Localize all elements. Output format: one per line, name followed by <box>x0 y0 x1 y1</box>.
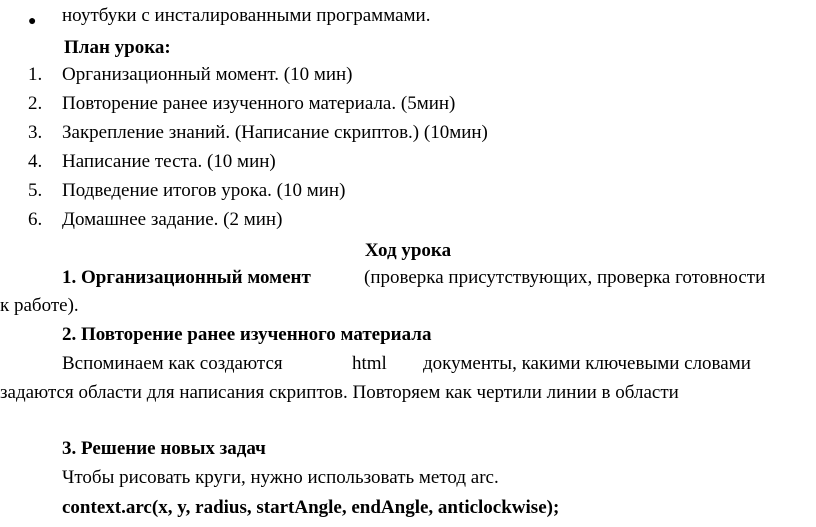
plan-item-number: 3. <box>28 122 43 143</box>
section2-text-html: html <box>352 353 387 374</box>
section3-text: Чтобы рисовать круги, нужно использовать метод arc. <box>62 467 499 488</box>
plan-item-number: 4. <box>28 151 43 172</box>
plan-list-item <box>0 63 816 87</box>
section2-heading: 2. Повторение ранее изученного материала <box>62 324 432 345</box>
plan-item-text: Организационный момент. (10 мин) <box>62 64 353 85</box>
section1-heading: 1. Организационный момент <box>62 267 311 288</box>
plan-item-text: Повторение ранее изученного материала. (5мин) <box>62 93 456 114</box>
plan-list-item <box>0 208 816 232</box>
plan-item-text: Подведение итогов урока. (10 мин) <box>62 180 346 201</box>
section3-code: context.arc(x, y, radius, startAngle, endAngle, anticlockwise); <box>62 497 560 518</box>
plan-item-number: 2. <box>28 93 43 114</box>
plan-item-text: Написание теста. (10 мин) <box>62 151 276 172</box>
plan-list-item <box>0 92 816 116</box>
bullet-item <box>0 4 816 28</box>
section2-text-continued: задаются области для написания скриптов. Повторяем как чертили линии в области <box>0 382 679 403</box>
plan-item-number: 1. <box>28 64 43 85</box>
bullet-icon: ● <box>28 14 37 29</box>
section3-heading: 3. Решение новых задач <box>62 438 266 459</box>
plan-heading: План урока: <box>64 37 171 58</box>
plan-item-number: 5. <box>28 180 43 201</box>
section1-text-continued: к работе). <box>0 295 79 316</box>
plan-item-text: Домашнее задание. (2 мин) <box>62 209 283 230</box>
plan-item-text: Закрепление знаний. (Написание скриптов.) (10мин) <box>62 122 488 143</box>
section2-text-rest: документы, какими ключевыми словами <box>423 353 751 374</box>
plan-list-item <box>0 150 816 174</box>
section1-text: (проверка присутствующих, проверка готовности <box>364 267 766 288</box>
plan-list-item <box>0 121 816 145</box>
plan-item-number: 6. <box>28 209 43 230</box>
course-heading: Ход урока <box>364 240 452 261</box>
section2-text: Вспоминаем как создаются <box>62 353 283 374</box>
plan-list-item <box>0 179 816 203</box>
bullet-item-text: ноутбуки с инсталированными программами. <box>62 5 431 26</box>
